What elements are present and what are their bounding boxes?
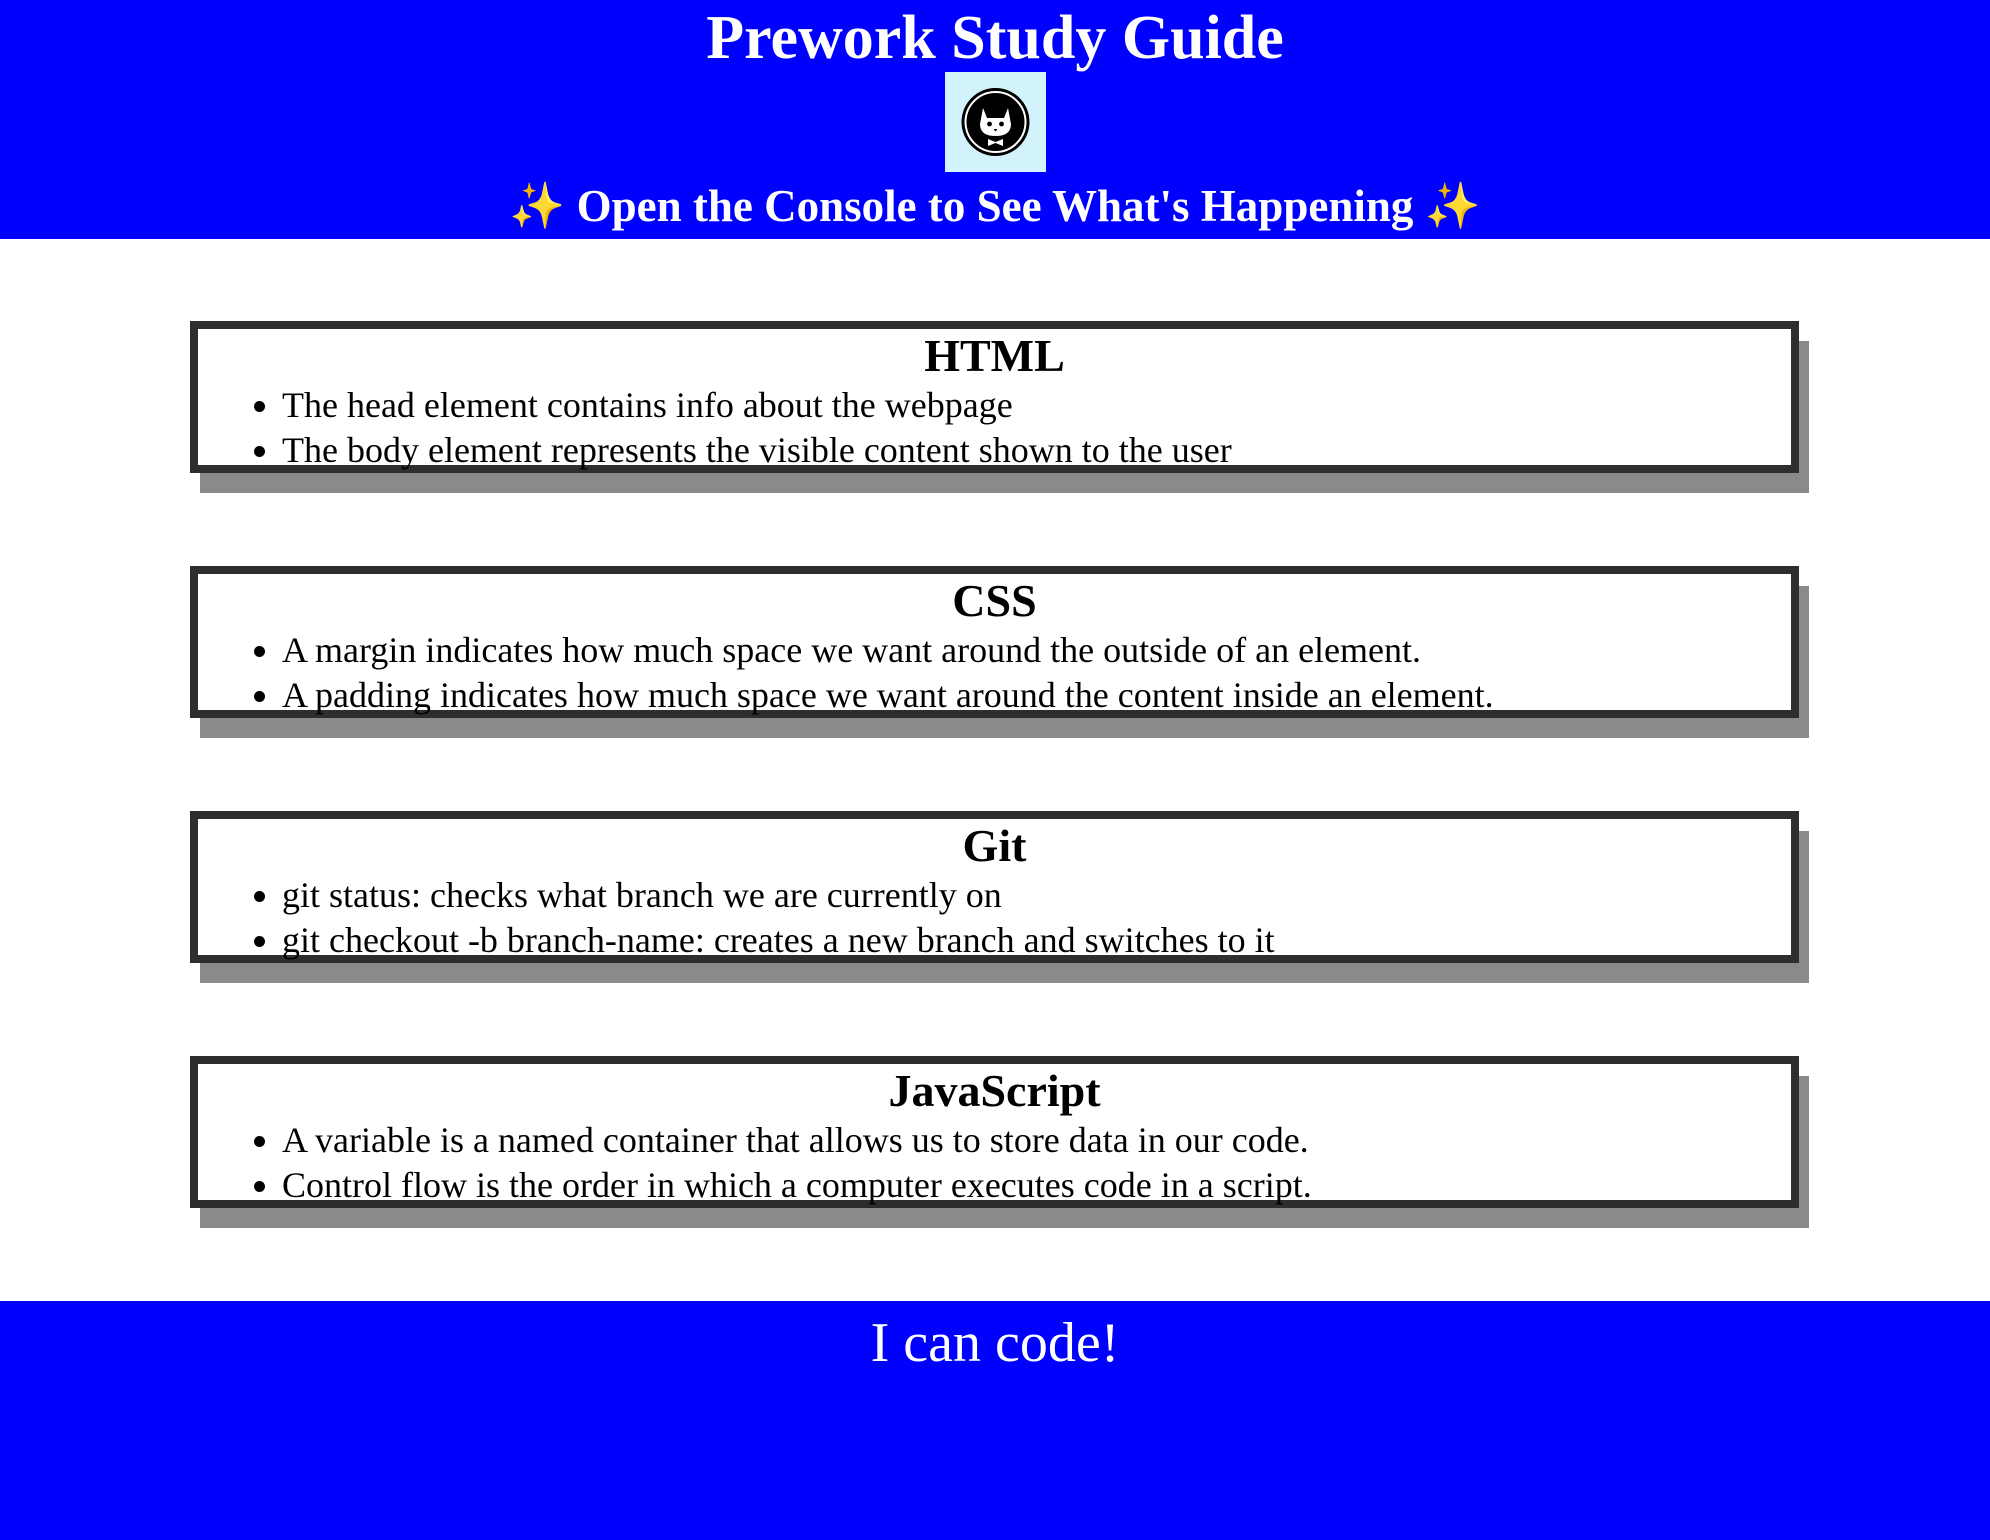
study-guide-content [0,239,1990,1301]
section-html [190,321,1799,473]
section-list [198,383,1791,473]
section-javascript [190,1056,1799,1208]
sparkle-icon: ✨ [509,181,566,231]
section-title: CSS [952,575,1037,626]
footer-text: I can code! [870,1312,1120,1374]
section-title: JavaScript [888,1065,1101,1116]
subtitle [0,178,1990,234]
section-git [190,811,1799,963]
section-css [190,566,1799,718]
section-list [198,628,1791,718]
section-list [198,873,1791,963]
list-item: • Control flow is the order in which a computer executes code in a script. [282,1163,1791,1208]
page-title: Prework Study Guide [706,4,1284,72]
list-item: • git status: checks what branch we are currently on [282,873,1791,918]
cat-logo-graphic [945,72,1046,172]
cat-logo-icon [945,72,1046,172]
list-item: • git checkout -b branch-name: creates a new branch and switches to it [282,918,1791,963]
section-title: HTML [924,330,1065,381]
list-item: • A margin indicates how much space we want around the outside of an element. [282,628,1791,673]
subtitle-text: Open the Console to See What's Happening [576,181,1414,231]
sparkle-icon: ✨ [1424,181,1481,231]
list-item: • The head element contains info about the webpage [282,383,1791,428]
page-header [0,0,1990,239]
list-item: • A padding indicates how much space we want around the content inside an element. [282,673,1791,718]
list-item: • A variable is a named container that allows us to store data in our code. [282,1118,1791,1163]
section-list [198,1118,1791,1208]
page-footer [0,1301,1990,1540]
section-title: Git [962,820,1027,871]
list-item: • The body element represents the visible content shown to the user [282,428,1791,473]
